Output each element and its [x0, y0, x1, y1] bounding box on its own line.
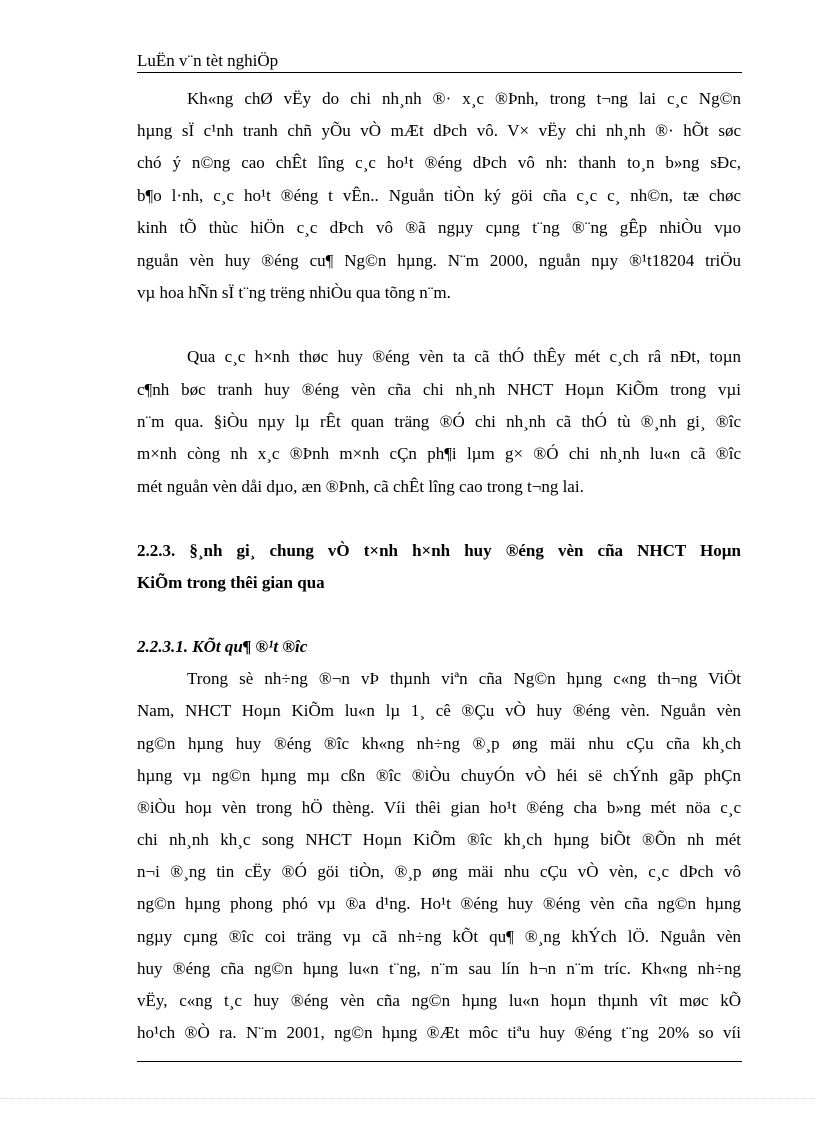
paragraph-2-line-2: c¶nh bøc tranh huy ®éng vèn cña chi nh¸nh NHCT Hoµn KiÕm trong vµi — [137, 380, 741, 399]
paragraph-3-line-5: ®iÒu hoµ vèn trong hÖ thèng. Víi thêi gian ho¹t ®éng cha b»ng mét nöa c¸c — [137, 798, 741, 817]
paragraph-3-line-7: n¬i ®¸ng tin cËy ®Ó göi tiÒn, ®¸p øng mäi nhu cÇu vÒ vèn, c¸c dÞch vô — [137, 862, 741, 881]
paragraph-2-line-3: n¨m qua. §iÒu nµy lµ rÊt quan träng ®Ó chi nh¸nh cã thÓ tù ®¸nh gi¸ ®îc — [137, 412, 741, 431]
paragraph-2-line-4: m×nh còng nh x¸c ®Þnh m×nh cÇn ph¶i lµm g× ®Ó chi nh¸nh lu«n cã ®îc — [137, 444, 741, 463]
section-heading-line-2: KiÕm trong thêi gian qua — [137, 573, 325, 592]
paragraph-1-line-1: Kh«ng chØ vËy do chi nh¸nh ®· x¸c ®Þnh, trong t¬ng lai c¸c Ng©n — [187, 89, 741, 108]
paragraph-3-line-6: chi nh¸nh kh¸c song NHCT Hoµn KiÕm ®îc kh¸ch hµng biÕt ®Õn nh mét — [137, 830, 741, 849]
paragraph-3-line-10: huy ®éng cña ng©n hµng lu«n t¨ng, n¨m sau lín h¬n n¨m tríc. Kh«ng nh÷ng — [137, 959, 741, 978]
paragraph-1-line-3: chó ý n©ng cao chÊt lîng c¸c ho¹t ®éng dÞch vô nh: thanh to¸n b»ng sÐc, — [137, 153, 741, 172]
paragraph-3-line-1: Trong sè nh÷ng ®¬n vÞ thµnh viªn cña Ng©n hµng c«ng th¬ng ViÖt — [187, 669, 741, 688]
paragraph-3-line-9: ngµy cµng ®îc coi träng vµ cã nh÷ng kÕt qu¶ ®¸ng khÝch lÖ. Nguån vèn — [137, 927, 741, 946]
subsection-heading: 2.2.3.1. KÕt qu¶ ®¹t ®îc — [137, 637, 308, 656]
paragraph-3-line-12: ho¹ch ®Ò ra. N¨m 2001, ng©n hµng ®Æt môc tiªu huy ®éng t¨ng 20% so víi — [137, 1023, 741, 1042]
paragraph-3-line-4: hµng vµ ng©n hµng mµ cßn ®îc ®iÒu chuyÓn vÒ héi së chÝnh gãp phÇn — [137, 766, 741, 785]
paragraph-1-line-4: b¶o l·nh, c¸c ho¹t ®éng t vÊn.. Nguån tiÒn ký göi cña c¸c c¸ nh©n, tæ chøc — [137, 186, 741, 205]
header-divider — [137, 72, 742, 73]
paragraph-1-line-2: hµng sÏ c¹nh tranh chñ yÕu vÒ mÆt dÞch vô. V× vËy chi nh¸nh ®· hÕt søc — [137, 121, 741, 140]
paragraph-3-line-8: ng©n hµng phong phó vµ ®a d¹ng. Ho¹t ®éng huy ®éng vèn cña ng©n hµng — [137, 894, 741, 913]
paragraph-3-line-3: ng©n hµng huy ®éng ®îc kh«ng nh÷ng ®¸p øng mäi nhu cÇu cña kh¸ch — [137, 734, 741, 753]
page-edge — [0, 1098, 816, 1099]
page-header-title: LuËn v¨n tèt nghiÖp — [137, 51, 279, 70]
paragraph-2-line-5: mét nguån vèn dåi dµo, æn ®Þnh, cã chÊt lîng cao trong t¬ng lai. — [137, 477, 584, 496]
paragraph-2-line-1: Qua c¸c h×nh thøc huy ®éng vèn ta cã thÓ thÊy mét c¸ch râ nÐt, toµn — [187, 347, 741, 366]
paragraph-1-line-7: vµ hoa hÑn sÏ t¨ng trëng nhiÒu qua tõng n¨m. — [137, 283, 451, 302]
paragraph-3-line-2: Nam, NHCT Hoµn KiÕm lu«n lµ 1¸ cê ®Çu vÒ huy ®éng vèn. Nguån vèn — [137, 701, 741, 720]
footer-divider — [137, 1061, 742, 1062]
paragraph-3-line-11: vËy, c«ng t¸c huy ®éng vèn cña ng©n hµng lu«n hoµn thµnh vît møc kÕ — [137, 991, 741, 1010]
paragraph-1-line-5: kinh tÕ thùc hiÖn c¸c dÞch vô ®ã ngµy cµng t¨ng ®¨ng gÊp nhiÒu vµo — [137, 218, 741, 237]
paragraph-1-line-6: nguån vèn huy ®éng cu¶ Ng©n hµng. N¨m 2000, nguån nµy ®¹t18204 triÖu — [137, 251, 741, 270]
section-heading-line-1: 2.2.3. §¸nh gi¸ chung vÒ t×nh h×nh huy ®éng vèn cña NHCT Hoµn — [137, 541, 741, 560]
